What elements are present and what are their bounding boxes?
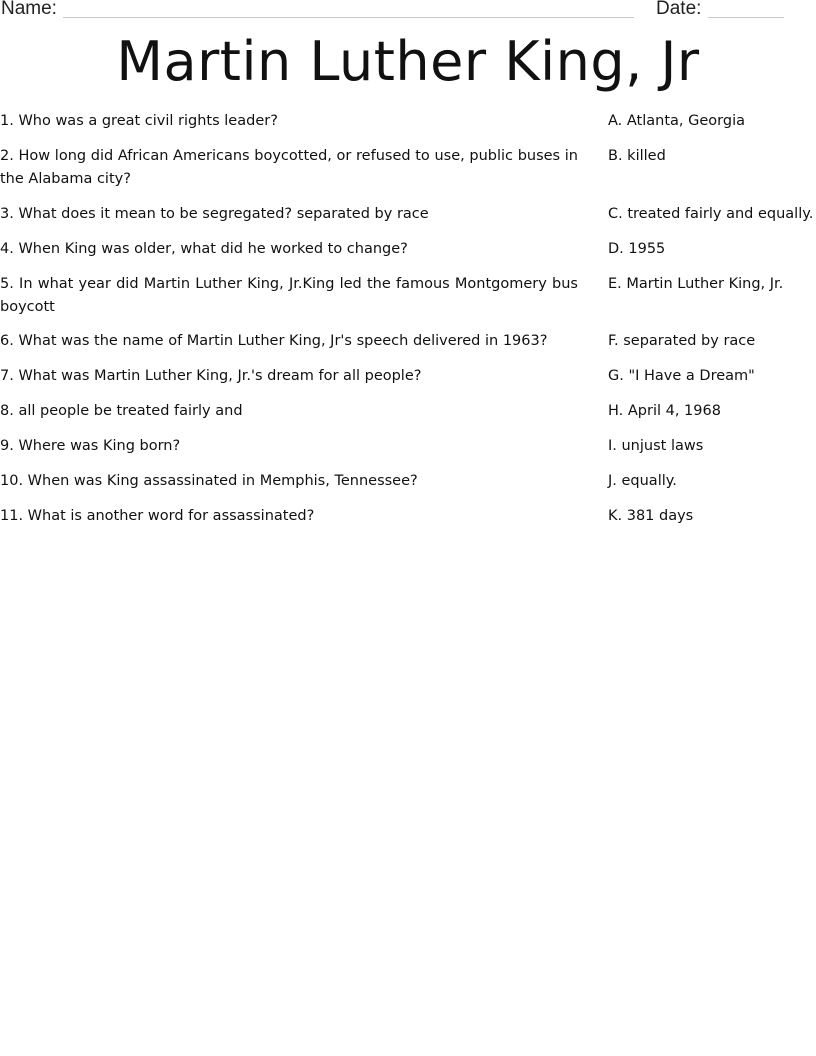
- answer-item: G. "I Have a Dream": [608, 368, 755, 384]
- date-label: Date:: [656, 0, 702, 19]
- name-line: [63, 17, 634, 18]
- answer-item: F. separated by race: [608, 333, 756, 349]
- date-line: [708, 17, 784, 18]
- answer-item: K. 381 days: [608, 508, 694, 524]
- answer-item: B. killed: [608, 148, 666, 164]
- answer-item: C. treated fairly and equally.: [608, 206, 814, 222]
- name-label: Name:: [1, 0, 57, 19]
- question-item: 2. How long did African Americans boycotted, or refused to use, public buses in the Alabama city?: [0, 148, 578, 187]
- question-item: 1. Who was a great civil rights leader?: [0, 113, 278, 129]
- question-item: 10. When was King assassinated in Memphis, Tennessee?: [0, 473, 418, 489]
- answer-item: D. 1955: [608, 241, 666, 257]
- worksheet-header: [0, 0, 816, 24]
- answer-item: E. Martin Luther King, Jr.: [608, 276, 784, 292]
- question-item: 8. all people be treated fairly and: [0, 403, 243, 419]
- question-item: 3. What does it mean to be segregated? separated by race: [0, 206, 429, 222]
- question-item: 11. What is another word for assassinated?: [0, 508, 315, 524]
- answer-item: H. April 4, 1968: [608, 403, 721, 419]
- answer-item: J. equally.: [608, 473, 677, 489]
- question-item: 7. What was Martin Luther King, Jr.'s dream for all people?: [0, 368, 422, 384]
- answer-item: A. Atlanta, Georgia: [608, 113, 745, 129]
- question-item: 6. What was the name of Martin Luther King, Jr's speech delivered in 1963?: [0, 333, 548, 349]
- answer-item: I. unjust laws: [608, 438, 704, 454]
- question-item: 9. Where was King born?: [0, 438, 181, 454]
- question-item: 4. When King was older, what did he worked to change?: [0, 241, 408, 257]
- page-title: Martin Luther King, Jr: [116, 30, 700, 93]
- question-item: 5. In what year did Martin Luther King, Jr.King led the famous Montgomery bus boycott: [0, 276, 578, 315]
